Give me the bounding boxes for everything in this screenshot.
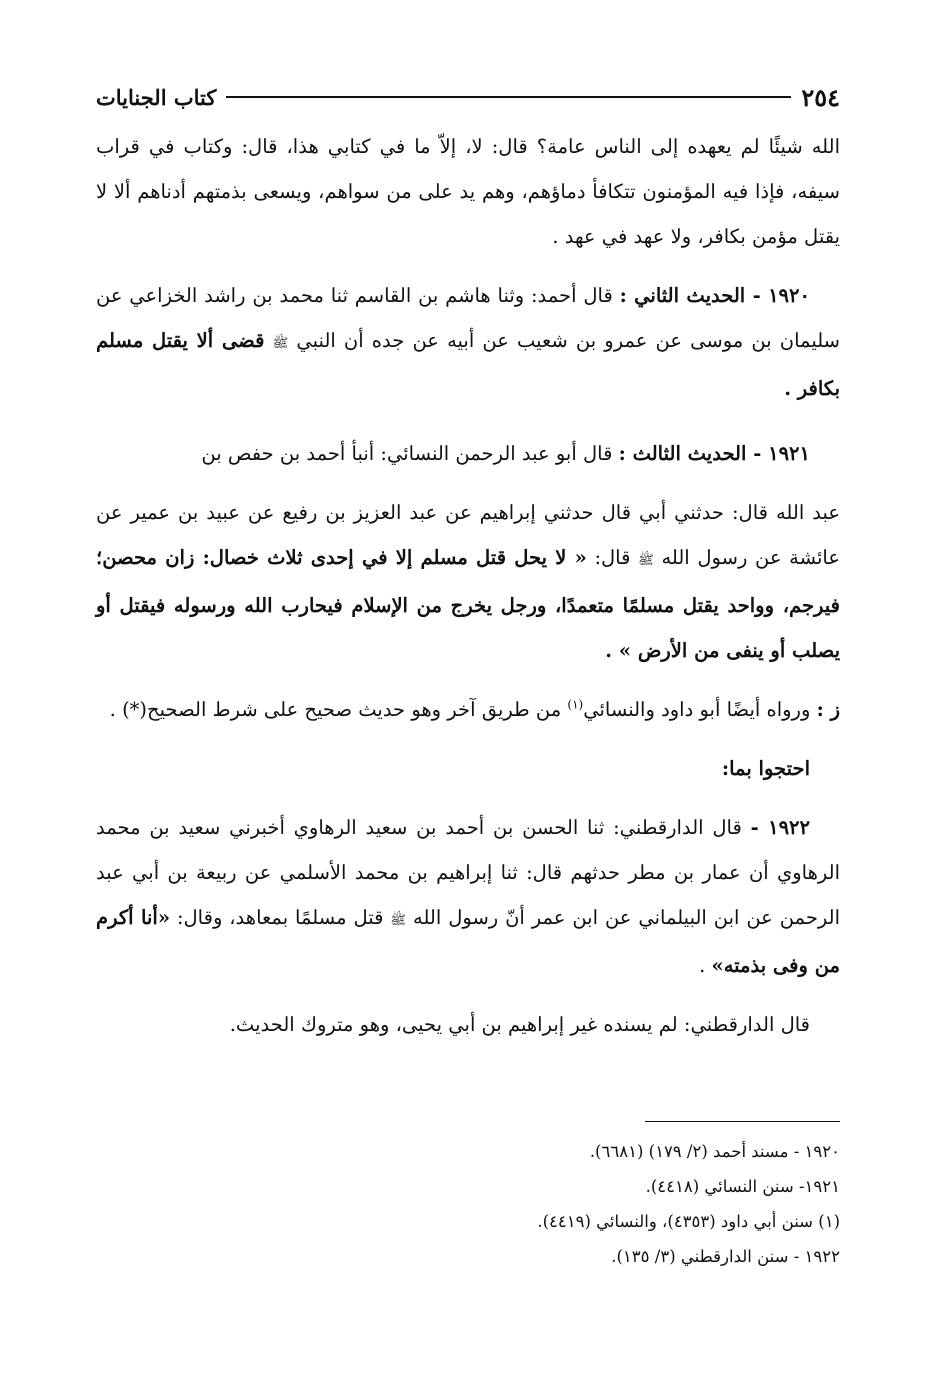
hadith-1921: [96, 431, 840, 476]
footnotes: [96, 1134, 840, 1274]
zawaid-text-1: ورواه أيضًا أبو داود والنسائي: [583, 698, 811, 721]
zawaid-text-2: من طريق آخر وهو حديث صحيح على شرط الصحيح(*) .: [109, 698, 562, 721]
salawat-symbol: ﷺ: [272, 336, 289, 351]
page-header: [96, 80, 840, 114]
daraqutni-comment: قال الدارقطني: لم يسنده غير إبراهيم بن أبي يحيى، وهو متروك الحديث.: [229, 1013, 810, 1036]
hadith-1921-label: ١٩٢١ - الحديث الثالث :: [618, 442, 810, 465]
hadith-1922: [96, 805, 840, 988]
footnote-1921: ١٩٢١- سنن النسائي (٤٤١٨).: [645, 1177, 840, 1196]
hadith-1921-quote: « لا يحل قتل مسلم إلا في إحدى ثلاث خصال: زان محصن؛ فيرجم، وواحد يقتل مسلمًا متعمدًا، ورجل يخرج من الإسلام فيحارب الله ورسوله فيقتل أو يصلب أو ينفى من الأرض » .: [96, 546, 840, 662]
salawat-symbol: ﷺ: [390, 913, 407, 928]
hadith-1922-label: ١٩٢٢ -: [750, 816, 811, 839]
footnote-1922: ١٩٢٢ - سنن الدارقطني (٣/ ١٣٥).: [611, 1247, 840, 1266]
zawaid-note: [96, 687, 840, 732]
salawat-symbol: ﷺ: [638, 553, 654, 568]
main-text: [96, 124, 840, 1061]
hadith-1920: [96, 273, 840, 411]
header-rule: [226, 96, 791, 98]
hadith-1920-label: ١٩٢٠ - الحديث الثاني :: [619, 284, 810, 307]
zawaid-label: ز :: [816, 698, 840, 721]
page-number: ٢٥٤: [801, 82, 840, 112]
paragraph-continuation: الله شيئًا لم يعهده إلى الناس عامة؟ قال: لا، إلاّ ما في كتابي هذا، قال: وكتاب في قراب سيفه، فإذا فيه المؤمنون تتكافأ دماؤهم، وهم يد على من سواهم، ويسعى بذمتهم أدناهم ألا لا يقتل مؤمن بكافر، ولا عهد في عهد .: [96, 135, 840, 248]
footnote-1: (١) سنن أبي داود (٤٣٥٣)، والنسائي (٤٤١٩).: [537, 1212, 840, 1231]
hadith-1922-rest: قتل مسلمًا بمعاهد، وقال:: [176, 906, 384, 929]
footnote-separator: [645, 1121, 840, 1122]
hadith-1920-text: قال أحمد: وثنا هاشم بن القاسم ثنا محمد بن راشد الخزاعي عن سليمان بن موسى عن عمرو بن شعيب عن أبيه عن جده أن النبي: [96, 284, 841, 352]
hadith-1921-cont: عبد الله قال: حدثني أبي قال حدثني إبراهيم عن عبد العزيز بن رفيع عن عبيد بن عمير عن عائشة عن رسول الله: [96, 501, 840, 569]
hadith-1921-continuation: [96, 490, 840, 673]
footnote-1920: ١٩٢٠ - مسند أحمد (٢/ ١٧٩) (٦٦٨١).: [589, 1142, 840, 1161]
hadith-1922-text: قال الدارقطني: ثنا الحسن بن أحمد بن سعيد الرهاوي أخبرني سعيد بن محمد الرهاوي أن عمار بن مطر حدثهم قال: ثنا إبراهيم بن محمد الأسلمي عن ربيعة بن أبي عبد الرحمن عن ابن البيلماني عن ابن عمر أنّ رسول الله: [96, 816, 841, 929]
chapter-title: كتاب الجنايات: [96, 84, 217, 110]
hadith-1922-quote: «أنا أكرم من وفى بذمته»: [96, 906, 840, 977]
hadith-1921-text: قال أبو عبد الرحمن النسائي: أنبأ أحمد بن حفص بن: [201, 442, 613, 465]
hadith-1921-said: قال:: [594, 546, 631, 569]
footnote-ref: (١): [567, 697, 584, 712]
hadith-1922-end: .: [699, 954, 706, 977]
hadith-1920-rest: قضى ألا يقتل مسلم بكافر .: [96, 329, 840, 400]
ihtajju-heading: احتجوا بما:: [721, 757, 810, 780]
